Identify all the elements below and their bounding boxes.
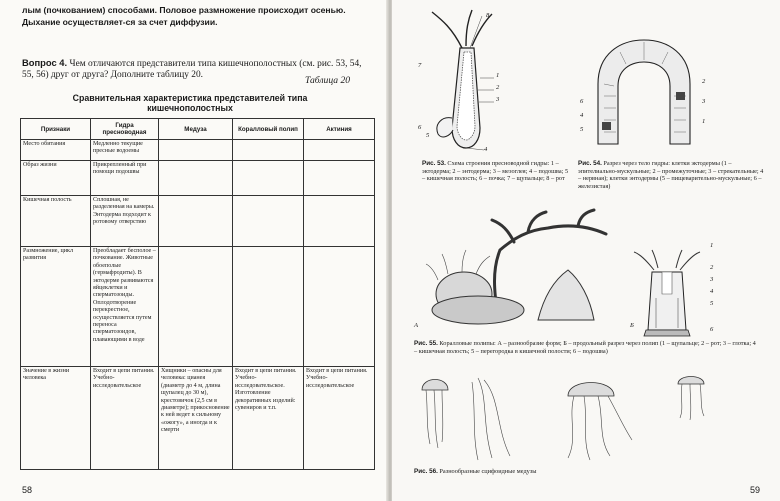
fig54-label: 5 bbox=[580, 126, 584, 133]
fig53-label: 5 bbox=[426, 132, 430, 139]
header-cell: Коралловый полип bbox=[233, 119, 304, 140]
fig53-label: 1 bbox=[496, 72, 500, 79]
fig53-label: 8 bbox=[486, 12, 490, 19]
fig53-caption-number: Рис. 53. bbox=[422, 160, 446, 167]
header-cell: Медуза bbox=[159, 119, 233, 140]
fig53-caption bbox=[422, 160, 572, 183]
hydra-cross-section-figure bbox=[590, 36, 700, 146]
header-cell: Гидра пресноводная bbox=[91, 119, 159, 140]
coral-polyps-figure bbox=[418, 210, 628, 330]
table-cell: Место обитания bbox=[21, 140, 91, 161]
fig53-label: 7 bbox=[418, 62, 422, 69]
table-row bbox=[21, 196, 375, 247]
fig54-label: 3 bbox=[702, 98, 706, 105]
table-row bbox=[21, 140, 375, 161]
table-cell[interactable] bbox=[304, 161, 375, 196]
table-cell: Входит в цепи питания. Учебно-исследовательское bbox=[91, 367, 159, 470]
table-reference: Таблица 20 bbox=[305, 75, 351, 86]
table-row bbox=[21, 367, 375, 470]
table-title: Сравнительная характеристика представителей типа кишечнополостных bbox=[72, 93, 308, 113]
fig55-label-a: А bbox=[414, 322, 419, 329]
table-cell: Размножение, цикл развития bbox=[21, 247, 91, 367]
fig53-label: 2 bbox=[496, 84, 500, 91]
page-number: 59 bbox=[749, 485, 760, 495]
fig55-label: 1 bbox=[710, 242, 714, 249]
table-header-row bbox=[21, 119, 375, 140]
fig54-label: 1 bbox=[702, 118, 706, 125]
right-page bbox=[392, 0, 780, 501]
fig56-caption-number: Рис. 56. bbox=[414, 468, 438, 475]
fig55-label: 6 bbox=[710, 326, 714, 333]
fig54-caption bbox=[578, 160, 766, 190]
header-cell: Актиния bbox=[304, 119, 375, 140]
hydra-scheme-figure bbox=[422, 8, 532, 158]
page-number: 58 bbox=[22, 485, 33, 495]
fig54-caption-number: Рис. 54. bbox=[578, 160, 602, 167]
jellyfish-figure bbox=[418, 368, 758, 464]
fig55-caption bbox=[414, 340, 760, 355]
question-label: Вопрос 4. bbox=[22, 57, 68, 68]
table-cell: Хищники – опасны для человека: цианея (диаметр до 4 м, длина щупалец до 30 м), крестовичок (2,5 см в диаметре); прикосновение к ней ведет к сильному «ожогу», а иногда и к смерти bbox=[159, 367, 233, 470]
table-cell[interactable] bbox=[159, 140, 233, 161]
fig55-label: 4 bbox=[710, 288, 714, 295]
table-cell[interactable] bbox=[233, 140, 304, 161]
table-cell[interactable] bbox=[304, 247, 375, 367]
fig56-caption bbox=[414, 468, 664, 476]
fig54-label: 4 bbox=[580, 112, 584, 119]
table-cell: Медленно текущие пресные водоемы bbox=[91, 140, 159, 161]
fig55-label: 2 bbox=[710, 264, 714, 271]
fig54-label: 2 bbox=[702, 78, 706, 85]
table-cell: Сплошная, не разделенная на камеры. Энтодерма подходит к ротовому отверстию bbox=[91, 196, 159, 247]
table-cell[interactable] bbox=[233, 161, 304, 196]
table-cell[interactable] bbox=[233, 196, 304, 247]
table-cell: Прикрепленный при помощи подошвы bbox=[91, 161, 159, 196]
fig55-label: 3 bbox=[710, 276, 714, 283]
table-cell[interactable] bbox=[304, 196, 375, 247]
question-text: Чем отличаются представители типа кишечнополостных (см. рис. 53, 54, 55, 56) друг от друга? Дополните таблицу 20. bbox=[22, 59, 362, 80]
fig53-label: 4 bbox=[484, 146, 488, 153]
fig53-label: 3 bbox=[496, 96, 500, 103]
fig53-label: 6 bbox=[418, 124, 422, 131]
table-cell: Значение в жизни человека bbox=[21, 367, 91, 470]
table-cell[interactable] bbox=[304, 140, 375, 161]
table-cell[interactable] bbox=[159, 247, 233, 367]
fig55-label: 5 bbox=[710, 300, 714, 307]
table-cell: Преобладает бесполое – почкование. Животные обоеполые (гермафродиты). В эктодерме развиваются яйцеклетки и сперматозоиды. Оплодотворение перекрестное, осуществляется путем переноса сперматозоидов, плавающими в воде bbox=[91, 247, 159, 367]
table-row bbox=[21, 247, 375, 367]
fig53-caption-text: Схема строения пресноводной гидры: 1 – эктодерма; 2 – энтодерма; 3 – мезоглея; 4 – подошва; 5 – кишечная полость; 6 – почка; 7 – щупальце; 8 – рот bbox=[422, 160, 569, 183]
table-cell: Кишечная полость bbox=[21, 196, 91, 247]
table-cell[interactable] bbox=[233, 247, 304, 367]
comparison-table bbox=[20, 118, 375, 470]
fig55-caption-number: Рис. 55. bbox=[414, 340, 438, 347]
table-cell: Входит в цепи питания. Учебно-исследовательское bbox=[304, 367, 375, 470]
fig54-label: 6 bbox=[580, 98, 584, 105]
header-cell: Признаки bbox=[21, 119, 91, 140]
left-page bbox=[0, 0, 388, 501]
fig55-label-b: Б bbox=[630, 322, 634, 329]
table-cell[interactable] bbox=[159, 161, 233, 196]
fig56-caption-text: Разнообразные сцифоидные медузы bbox=[439, 468, 537, 475]
fig55-caption-text: Коралловые полипы: А – разнообразие форм; Б – продольный разрез через полип (1 – щупальце; 2 – рот; 3 – глотка; 4 – кишечная полость; 5 – перегородка в кишечной полости; 6 – подошва) bbox=[414, 340, 756, 355]
intro-text: лым (почкованием) способами. Половое размножение происходит осенью. Дыхание осуществляет-ся за счет диффузии. bbox=[22, 5, 346, 27]
table-cell: Входит в цепи питания. Учебно-исследовательское. Изготовление декоративных изделий: сувениров и т.п. bbox=[233, 367, 304, 470]
table-row bbox=[21, 161, 375, 196]
polyp-section-figure bbox=[632, 250, 702, 340]
fig54-caption-text: Разрез через тело гидры: клетки эктодермы (1 – эпителиально-мускульные; 2 – промежуточные; 3 – стрекательные; 4 – нервная); клетки энтодермы (5 – пищеварительно-мускульные; 6 – железистая) bbox=[578, 160, 764, 190]
table-cell: Образ жизни bbox=[21, 161, 91, 196]
table-cell[interactable] bbox=[159, 196, 233, 247]
